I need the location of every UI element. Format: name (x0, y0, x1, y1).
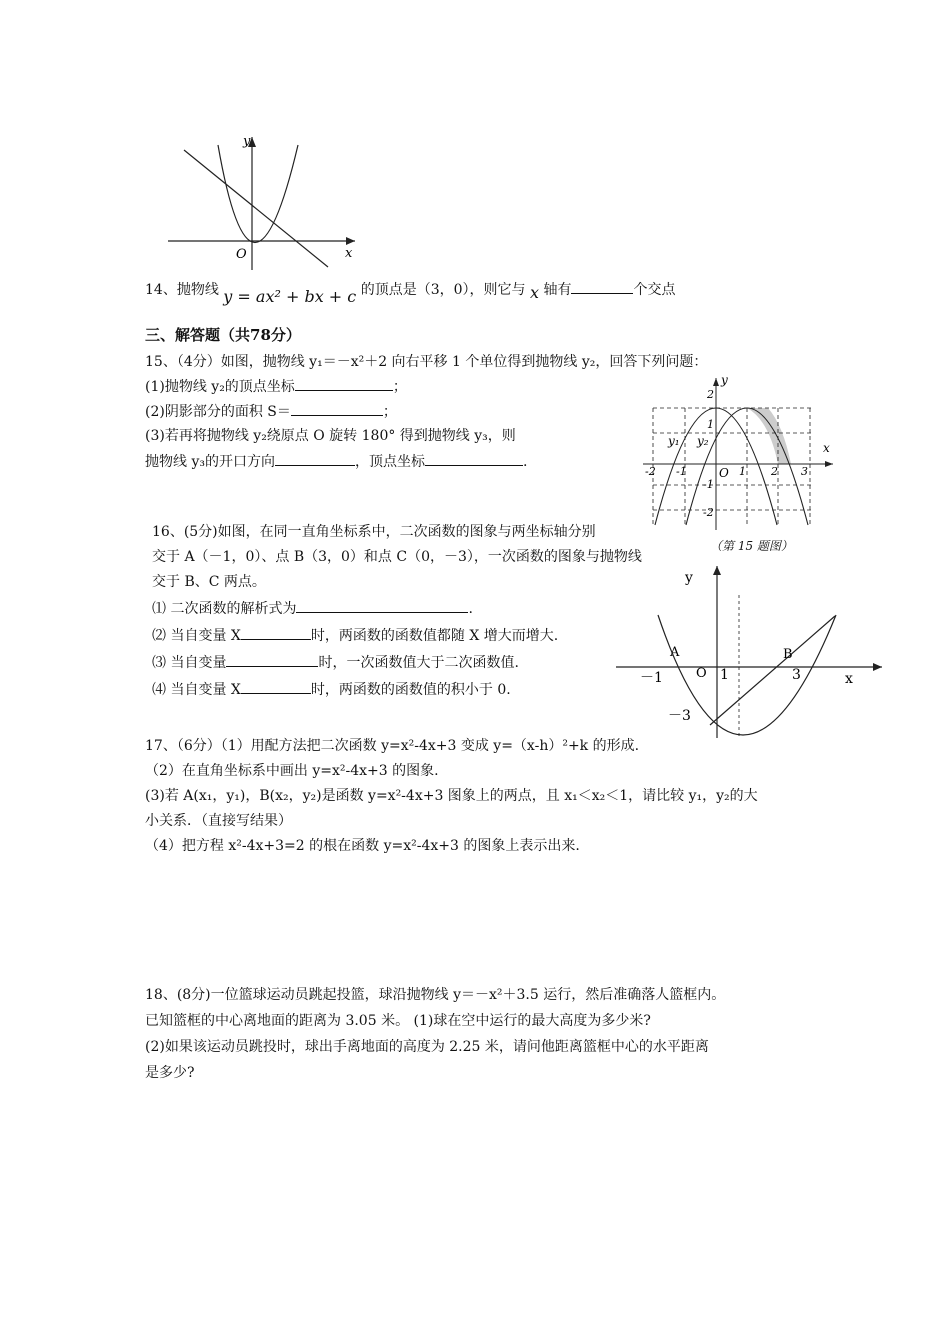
svg-text:1: 1 (707, 418, 714, 431)
q16-part2-blank[interactable] (241, 625, 311, 640)
q17-part3: (3)若 A(x₁，y₁)，B(x₂，y₂)是函数 y=x²-4x+3 图象上的两点，且 x₁＜x₂＜1，请比较 y₁，y₂的大 (145, 788, 758, 804)
q16-x-label: x (845, 671, 853, 687)
svg-text:3: 3 (801, 465, 808, 478)
q18-part1: 已知篮框的中心离地面的距离为 3.05 米。 (1)球在空中运行的最大高度为多少米? (145, 1013, 651, 1029)
q16-x-arrow-icon (873, 663, 882, 671)
svg-text:-2: -2 (645, 465, 656, 478)
q15-caption: （第 15 题图） (710, 539, 793, 553)
q14-x-var: x (530, 283, 540, 302)
q16-part2: ⑵ 当自变量 X 时，两函数的函数值都随 X 增大而增大. (152, 625, 558, 646)
q14-figure (160, 125, 370, 275)
q15-part3: (3)若再将抛物线 y₂绕原点 O 旋转 180° 得到抛物线 y₃，则 (145, 428, 516, 444)
q16-part4: ⑷ 当自变量 X 时，两函数的函数值的积小于 0. (152, 679, 511, 700)
q14-suffix-post: 个交点 (633, 282, 676, 298)
svg-text:2: 2 (771, 465, 778, 478)
q14-origin-label: O (236, 247, 247, 262)
q18-part2: (2)如果该运动员跳投时，球出手离地面的高度为 2.25 米，请问他距离篮框中心的水平距离 (145, 1039, 709, 1055)
q18-intro: 18、(8分)一位篮球运动员跳起投篮，球沿抛物线 y＝－x²＋3.5 运行，然后准确落人篮框内。 (145, 987, 726, 1003)
q14-x-label: x (345, 246, 353, 261)
section-3-title: 三、解答题（共78分） (145, 326, 301, 344)
q15-figure (635, 370, 840, 535)
q15-x-arrow-icon (825, 461, 833, 467)
q15-part1-blank[interactable] (295, 376, 393, 391)
q16-one-label: 1 (720, 667, 729, 683)
q15-origin-label: O (719, 466, 729, 480)
q16-figure (610, 560, 895, 740)
q16-origin-label: O (696, 666, 707, 681)
q14-x-arrow-icon (346, 237, 355, 245)
q16-intro: 16、(5分)如图，在同一直角坐标系中，二次函数的图象与两坐标轴分别 (152, 524, 596, 540)
q15-x-label: x (823, 441, 830, 455)
q17-part4: （4）把方程 x²-4x+3=2 的根在函数 y=x²-4x+3 的图象上表示出来. (145, 838, 580, 854)
q14-line (184, 150, 328, 267)
q16-intro-3: 交于 B、C 两点。 (152, 574, 266, 590)
q14-text (145, 279, 676, 306)
q14-answer-blank[interactable] (571, 279, 633, 294)
svg-text:-1: -1 (676, 465, 687, 478)
svg-text:-1: -1 (703, 478, 714, 491)
q15-y-arrow-icon (713, 378, 719, 386)
q15-y1-label: y₁ (668, 434, 680, 448)
q14-prefix: 14、抛物线 (145, 282, 219, 298)
q15-shaded-area (747, 408, 791, 464)
svg-text:2: 2 (707, 388, 714, 401)
q18-part2-cont: 是多少? (145, 1065, 195, 1081)
q14-mid: 的顶点是（3，0），则它与 (360, 282, 526, 298)
q15-intro: 15、（4分）如图，抛物线 y₁＝－x²＋2 向右平移 1 个单位得到抛物线 y₂，回答下列问题： (145, 354, 708, 370)
q14-suffix-pre: 轴有 (543, 282, 572, 298)
q16-part3: ⑶ 当自变量 时，一次函数值大于二次函数值. (152, 652, 519, 673)
q16-part1: ⑴ 二次函数的解析式为 . (152, 598, 473, 619)
q14-formula: y = ax² + bx + c (223, 287, 357, 306)
q16-part4-blank[interactable] (241, 679, 311, 694)
q17-part1: 17、（6分）（1）用配方法把二次函数 y=x²-4x+3 变成 y=（x-h）²+k 的形成. (145, 738, 640, 754)
svg-text:1: 1 (739, 465, 746, 478)
q15-part2-blank[interactable] (291, 401, 383, 416)
q15-direction-blank[interactable] (275, 451, 355, 466)
q17-part2: （2）在直角坐标系中画出 y=x²-4x+3 的图象. (145, 763, 439, 779)
q16-part1-blank[interactable] (296, 598, 468, 613)
q15-vertex-blank[interactable] (425, 451, 523, 466)
q14-y-label: y (243, 134, 251, 149)
q16-three-label: 3 (792, 667, 801, 683)
q15-y-label: y (721, 373, 728, 387)
q15-part2: (2)阴影部分的面积 S＝ ； (145, 401, 397, 422)
q15-part3-cont: 抛物线 y₃的开口方向 ，顶点坐标 . (145, 451, 527, 472)
svg-text:-2: -2 (703, 506, 714, 519)
q15-part1: (1)抛物线 y₂的顶点坐标 ； (145, 376, 407, 397)
q16-y-label: y (685, 570, 693, 586)
q16-neg1-label: －1 (640, 670, 663, 686)
q16-neg3-label: －3 (668, 708, 691, 724)
q16-intro-2: 交于 A（－1，0）、点 B（3，0）和点 C（0，－3），一次函数的图象与抛物线 (152, 549, 642, 565)
q16-point-a-label: A (670, 645, 680, 660)
q16-part3-blank[interactable] (226, 652, 318, 667)
q17-part3-cont: 小关系．（直接写结果） (145, 813, 292, 829)
q14-parabola (218, 145, 298, 243)
q16-point-b-label: B (783, 647, 793, 662)
q16-y-arrow-icon (713, 566, 721, 575)
q15-y2-label: y₂ (697, 434, 709, 448)
